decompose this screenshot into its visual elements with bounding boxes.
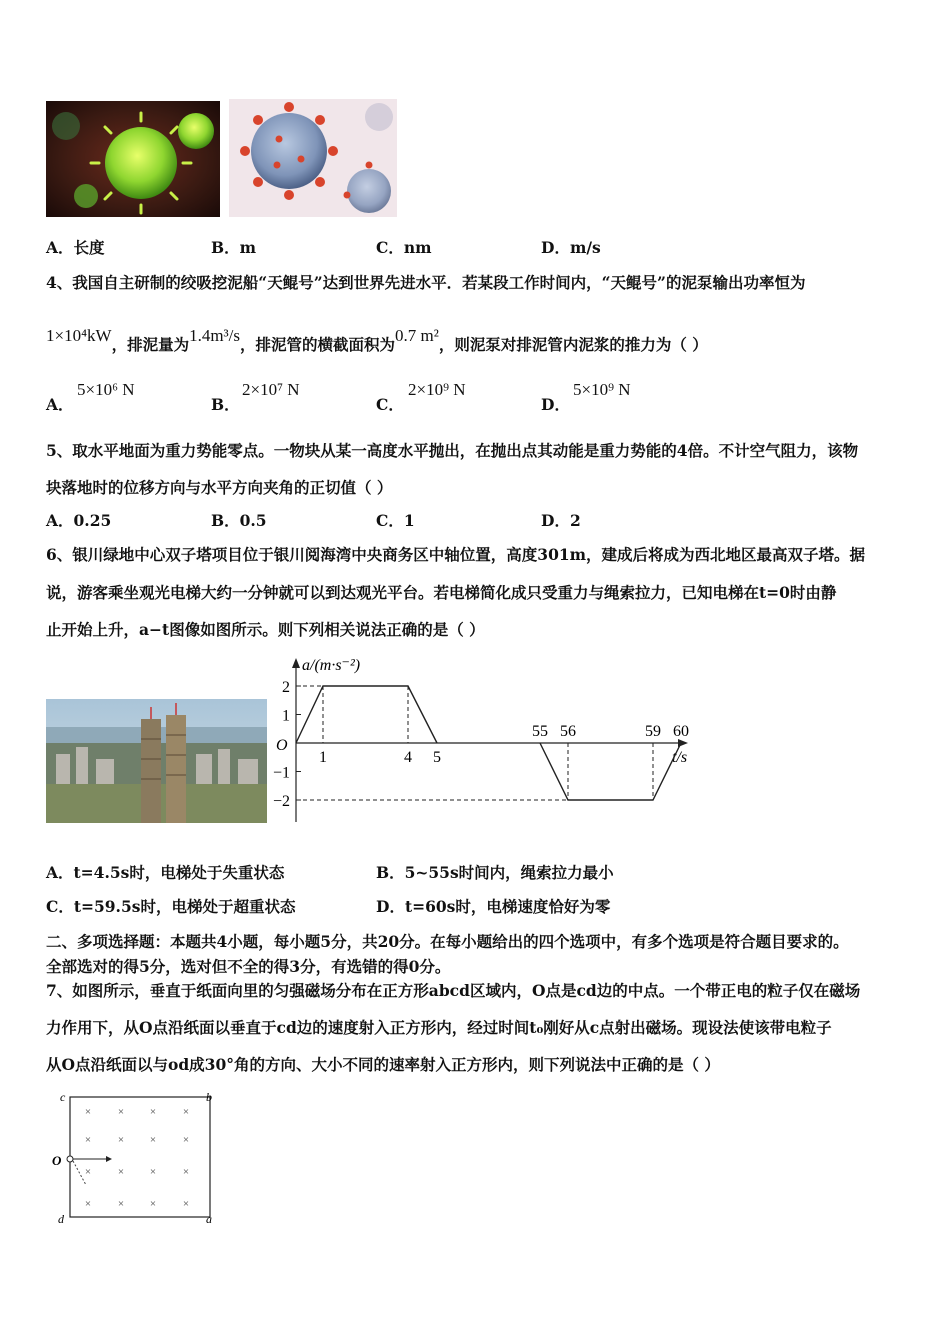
x-tick-label: 60: [673, 723, 689, 740]
q6-option-c: C．t=59.5s时，电梯处于超重状态: [46, 897, 296, 916]
q5-option-b: B．0.5: [211, 511, 267, 530]
y-tick-label: 1: [282, 707, 290, 725]
magnetic-field-square-figure: [46, 1085, 226, 1230]
field-cross: ×: [117, 1134, 125, 1146]
y-tick-label: −1: [272, 764, 290, 782]
field-cross: ×: [149, 1198, 157, 1210]
q4-option-d-label: D．: [541, 395, 570, 414]
q3-option-b: B．m: [211, 238, 257, 257]
x-tick-label: 55: [532, 723, 548, 740]
field-cross: ×: [182, 1134, 190, 1146]
y-tick-label: 2: [282, 679, 290, 696]
q4-stem-line2: 1×10⁴kW，排泥量为1.4m³/s，排泥管的横截面积为0.7 m²，则泥泵对排泥管内泥浆的推力为（ ）: [46, 326, 708, 354]
x-tick-label: 4: [404, 749, 412, 766]
q5-option-a: A．0.25: [46, 511, 112, 530]
q4-option-b-value: 2×10⁷ N: [242, 380, 300, 399]
series-line-decel: [540, 743, 681, 800]
q6-stem-line2: 说，游客乘坐观光电梯大约一分钟就可以到达观光平台。若电梯简化成只受重力与绳索拉力，已知电梯在t=0时由静: [46, 583, 837, 602]
q4-option-c-value: 2×10⁹ N: [408, 380, 466, 399]
section2-heading-line1: 二、多项选择题：本题共4小题，每小题5分，共20分。在每小题给出的四个选项中，有多个选项是符合题目要求的。: [46, 932, 849, 951]
q6-option-b: B．5~55s时间内，绳索拉力最小: [376, 863, 614, 882]
q3-option-c: C．nm: [376, 238, 432, 257]
x-tick-label: 56: [560, 723, 576, 740]
origin-label: O: [276, 737, 288, 754]
q5-option-c: C．1: [376, 511, 415, 530]
field-cross: ×: [84, 1106, 92, 1118]
field-cross: ×: [182, 1106, 190, 1118]
field-cross: ×: [182, 1198, 190, 1210]
q5-option-d: D．2: [541, 511, 581, 530]
y-tick-label: −2: [272, 793, 290, 810]
label-b: b: [206, 1090, 212, 1104]
field-cross: ×: [149, 1106, 157, 1118]
a-t-chart: [270, 650, 700, 825]
q4-area: 0.7 m²: [395, 326, 439, 345]
q4-flow: 1.4m³/s: [189, 326, 240, 345]
x-axis-label: t/s: [672, 749, 688, 766]
point-o: [67, 1156, 73, 1162]
velocity-arrowhead: [106, 1156, 112, 1162]
y-axis-arrow: [292, 658, 300, 668]
field-crosses: [85, 1106, 189, 1210]
x-tick-label: 59: [645, 723, 661, 740]
q7-stem-line3: 从O点沿纸面以与od成30°角的方向、大小不同的速率射入正方形内，则下列说法中正确的是（ ）: [46, 1055, 720, 1074]
label-c: c: [60, 1090, 66, 1104]
series-line-accel: [296, 686, 437, 743]
red-virus-image: [229, 99, 397, 217]
q3-option-a: A．长度: [46, 238, 105, 257]
field-cross: ×: [149, 1166, 157, 1178]
field-cross: ×: [84, 1166, 92, 1178]
q6-option-a: A．t=4.5s时，电梯处于失重状态: [46, 863, 285, 882]
q4-option-c-label: C．: [376, 395, 404, 414]
green-virus-image: [46, 101, 220, 217]
q3-option-d: D．m/s: [541, 238, 601, 257]
q4-stem-line1: 4、我国自主研制的绞吸挖泥船“天鲲号”达到世界先进水平．若某段工作时间内，“天鲲号”的泥泵输出功率恒为: [46, 273, 806, 292]
q6-stem-line1: 6、银川绿地中心双子塔项目位于银川阅海湾中央商务区中轴位置，高度301m，建成后将成为西北地区最高双子塔。据: [46, 545, 866, 564]
field-cross: ×: [84, 1134, 92, 1146]
twin-towers-photo: [46, 699, 267, 823]
y-axis-label: a/(m·s⁻²): [302, 657, 361, 674]
q6-stem-line3: 止开始上升，a−t图像如图所示。则下列相关说法正确的是（ ）: [46, 620, 485, 639]
x-tick-label: 1: [319, 749, 327, 766]
q4-option-b-label: B．: [211, 395, 240, 414]
field-cross: ×: [84, 1198, 92, 1210]
x-tick-label: 5: [433, 749, 441, 766]
q5-stem-line1: 5、取水平地面为重力势能零点。一物块从某一高度水平抛出，在抛出点其动能是重力势能的4倍。不计空气阻力，该物: [46, 441, 859, 460]
field-cross: ×: [117, 1166, 125, 1178]
section2-heading-line2: 全部选对的得5分，选对但不全的得3分，有选错的得0分。: [46, 957, 451, 976]
q4-option-a-value: 5×10⁶ N: [77, 380, 135, 399]
field-cross: ×: [149, 1134, 157, 1146]
q4-option-d-value: 5×10⁹ N: [573, 380, 631, 399]
q7-stem-line1: 7、如图所示，垂直于纸面向里的匀强磁场分布在正方形abcd区域内，O点是cd边的中点。一个带正电的粒子仅在磁场: [46, 981, 861, 1000]
field-cross: ×: [117, 1106, 125, 1118]
q5-stem-line2: 块落地时的位移方向与水平方向夹角的正切值（ ）: [46, 478, 393, 497]
label-o: O: [52, 1153, 62, 1168]
field-cross: ×: [182, 1166, 190, 1178]
q6-option-d: D．t=60s时，电梯速度恰好为零: [376, 897, 611, 916]
q7-stem-line2: 力作用下，从O点沿纸面以垂直于cd边的速度射入正方形内，经过时间t₀刚好从c点射出磁场。现设法使该带电粒子: [46, 1018, 832, 1037]
label-a: a: [206, 1212, 212, 1226]
label-d: d: [58, 1212, 64, 1226]
q4-option-a-label: A．: [46, 395, 74, 414]
q4-power: 1×10⁴kW: [46, 326, 112, 345]
field-cross: ×: [117, 1198, 125, 1210]
